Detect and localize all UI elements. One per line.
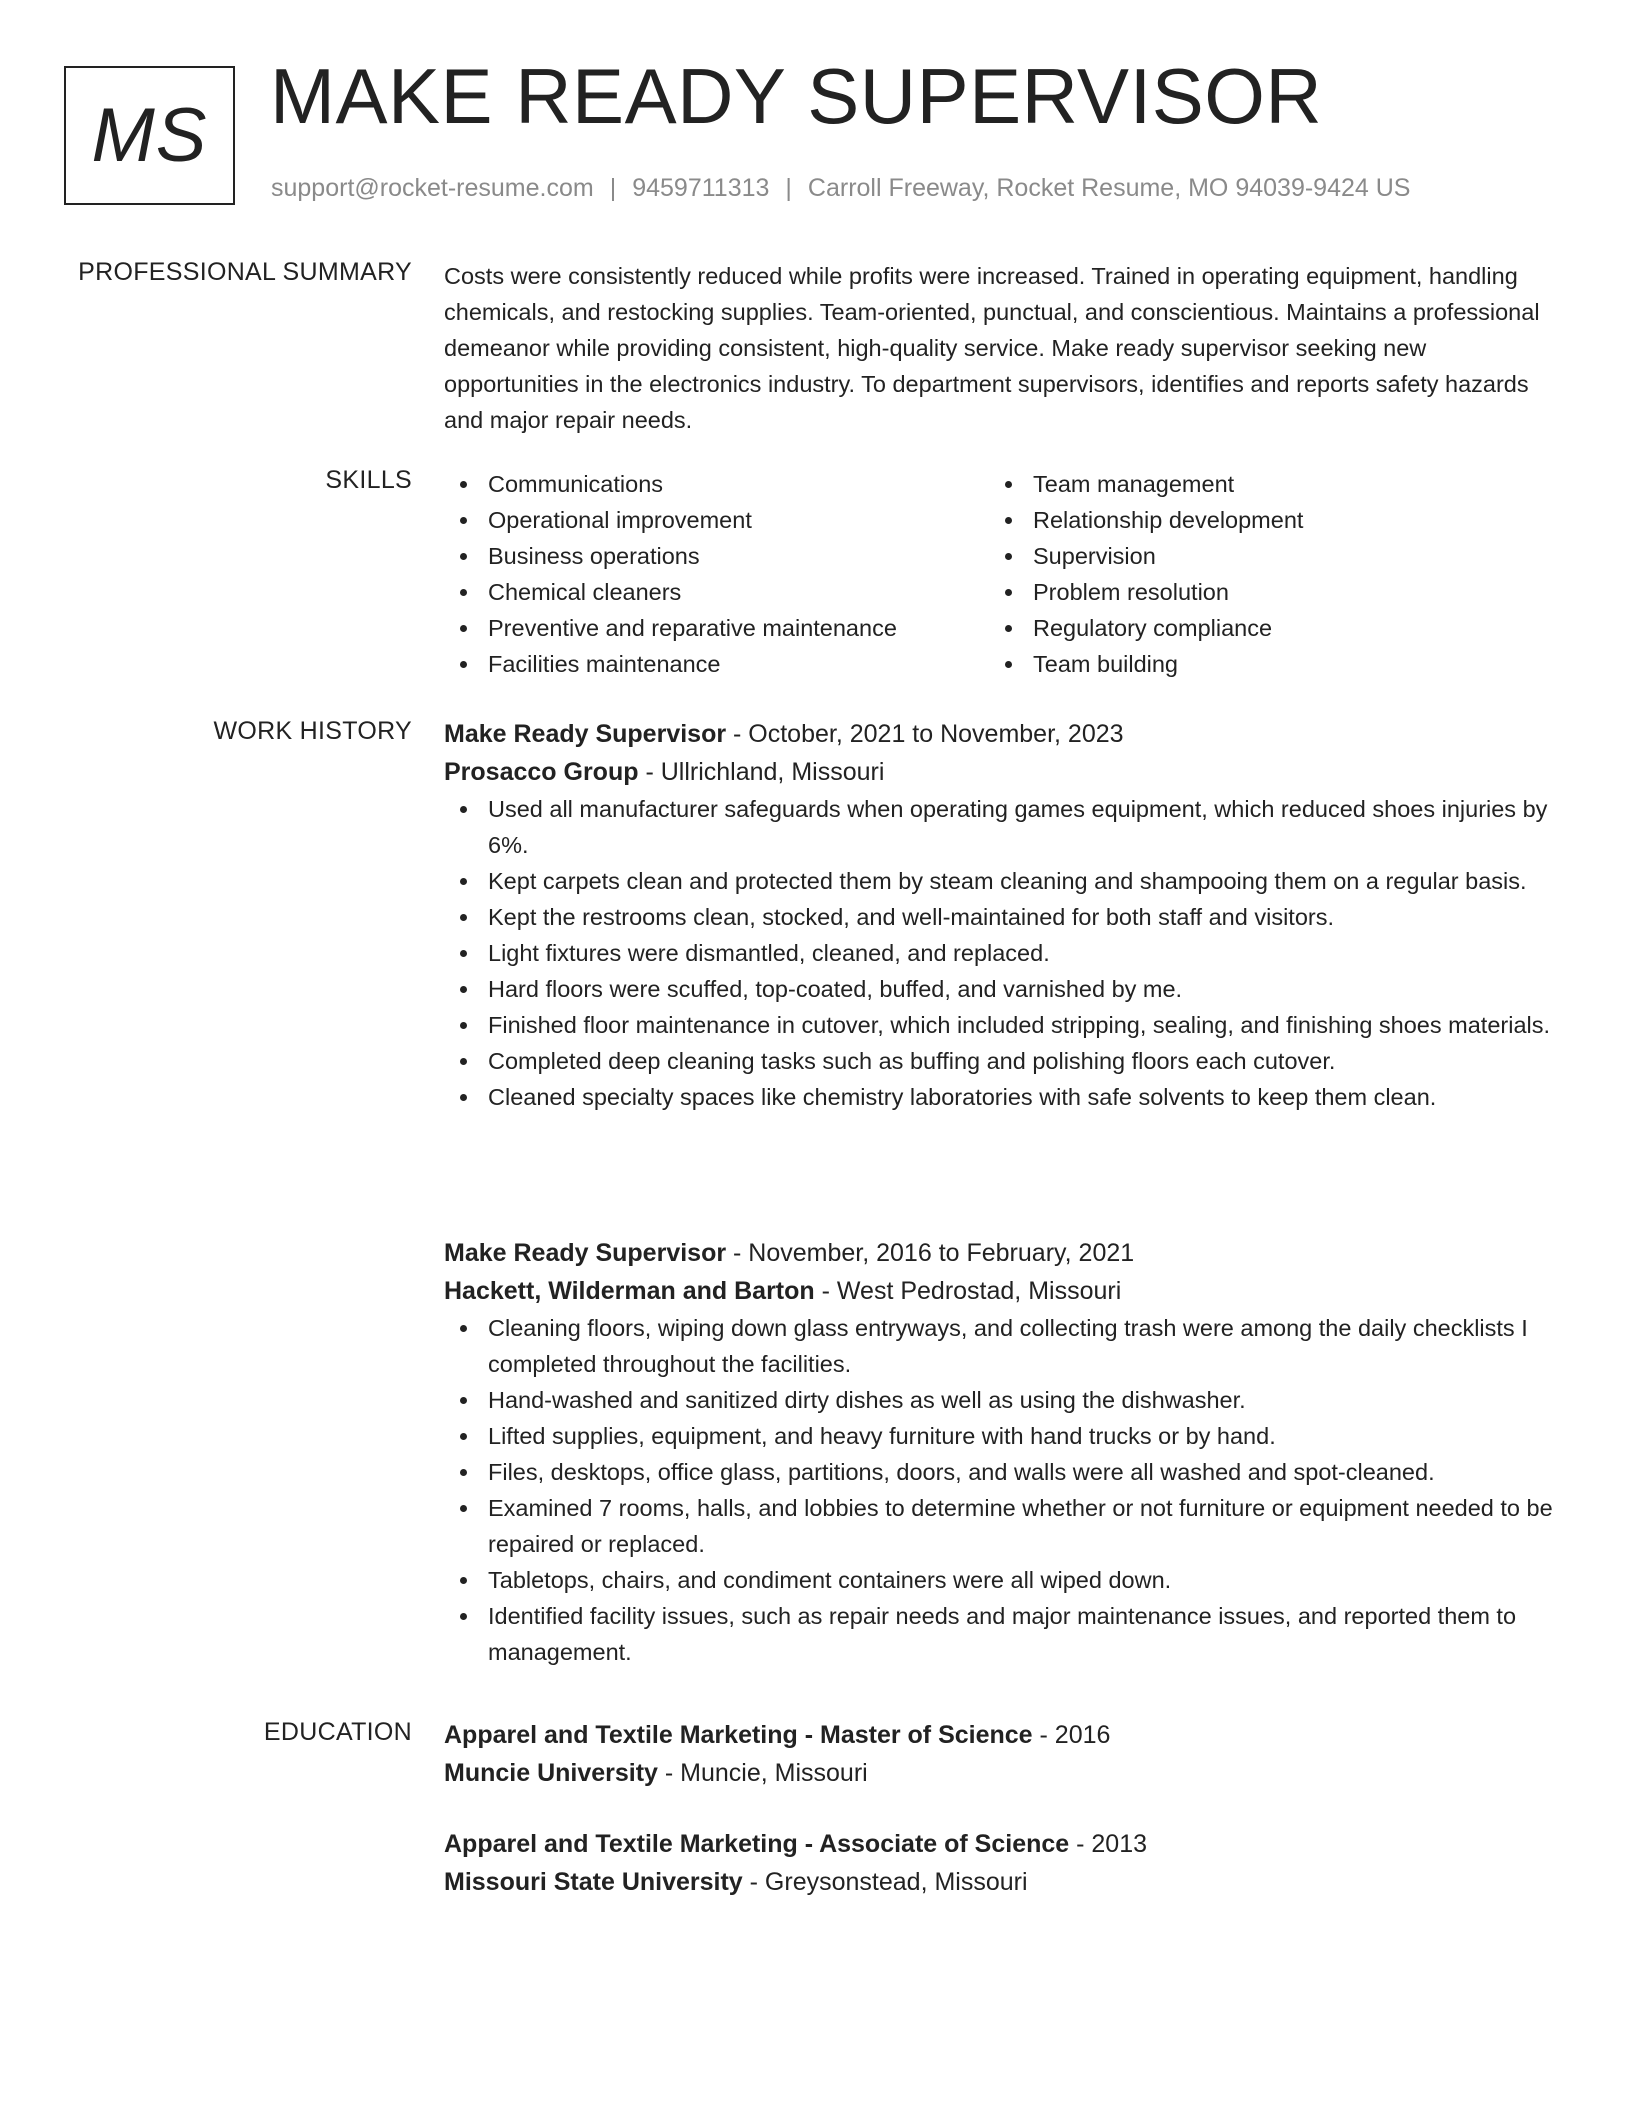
separator: | <box>785 174 792 202</box>
company-name: Prosacco Group <box>444 758 639 786</box>
skills-list <box>444 466 1554 682</box>
skill-item: Regulatory compliance <box>989 610 1534 646</box>
education-entry <box>444 1825 1554 1901</box>
job-title: Make Ready Supervisor <box>444 720 727 748</box>
duty-item: Used all manufacturer safeguards when operating games equipment, which reduced shoes injuries by 6%. <box>444 791 1554 863</box>
school-line <box>444 1863 1554 1901</box>
skill-item: Team building <box>989 646 1534 682</box>
job-entry <box>444 1234 1554 1670</box>
skill-item: Problem resolution <box>989 574 1534 610</box>
work-history-label: WORK HISTORY <box>213 717 412 745</box>
company-name: Hackett, Wilderman and Barton <box>444 1277 815 1305</box>
job-duties <box>444 791 1554 1115</box>
phone-text: 9459711313 <box>632 174 770 202</box>
skill-item: Relationship development <box>989 502 1534 538</box>
candidate-name: MAKE READY SUPERVISOR <box>270 52 1323 140</box>
school-line <box>444 1754 1554 1792</box>
degree-line <box>444 1825 1554 1863</box>
skill-item: Supervision <box>989 538 1534 574</box>
degree-name: Apparel and Textile Marketing - Associate of Science <box>444 1830 1070 1858</box>
degree-line <box>444 1716 1554 1754</box>
email-text: support@rocket-resume.com <box>271 174 594 202</box>
duty-item: Files, desktops, office glass, partitions, doors, and walls were all washed and spot-cleaned. <box>444 1454 1554 1490</box>
skill-item: Operational improvement <box>444 502 989 538</box>
duty-item: Cleaning floors, wiping down glass entryways, and collecting trash were among the daily checklists I completed throughout the facilities. <box>444 1310 1554 1382</box>
duty-item: Hand-washed and sanitized dirty dishes as well as using the dishwasher. <box>444 1382 1554 1418</box>
school-location: - Muncie, Missouri <box>657 1759 868 1787</box>
duty-item: Kept carpets clean and protected them by steam cleaning and shampooing them on a regular basis. <box>444 863 1554 899</box>
skill-item: Business operations <box>444 538 989 574</box>
skill-item: Communications <box>444 466 989 502</box>
duty-item: Examined 7 rooms, halls, and lobbies to determine whether or not furniture or equipment needed to be repaired or replaced. <box>444 1490 1554 1562</box>
job-dates: - November, 2016 to February, 2021 <box>726 1239 1135 1267</box>
company-location: - Ullrichland, Missouri <box>638 758 885 786</box>
duty-item: Light fixtures were dismantled, cleaned, and replaced. <box>444 935 1554 971</box>
summary-text: Costs were consistently reduced while profits were increased. Trained in operating equipment, handling chemicals, and restocking supplies. Team-oriented, punctual, and conscientious. Maintains a professional demeanor while providing consistent, high-quality service. Make ready supervisor seeking new opportunities in the electronics industry. To department supervisors, identifies and reports safety hazards and major repair needs. <box>444 263 1540 433</box>
duty-item: Lifted supplies, equipment, and heavy furniture with hand trucks or by hand. <box>444 1418 1554 1454</box>
duty-item: Identified facility issues, such as repair needs and major maintenance issues, and reported them to management. <box>444 1598 1554 1670</box>
skills-column-right <box>989 466 1534 682</box>
job-duties <box>444 1310 1554 1670</box>
job-dates: - October, 2021 to November, 2023 <box>726 720 1124 748</box>
duty-item: Completed deep cleaning tasks such as buffing and polishing floors each cutover. <box>444 1043 1554 1079</box>
skill-item: Chemical cleaners <box>444 574 989 610</box>
job-title-line <box>444 715 1554 753</box>
skills-label: SKILLS <box>325 466 412 494</box>
duty-item: Tabletops, chairs, and condiment containers were all wiped down. <box>444 1562 1554 1598</box>
skill-item: Team management <box>989 466 1534 502</box>
summary-label: PROFESSIONAL SUMMARY <box>78 258 412 286</box>
company-location: - West Pedrostad, Missouri <box>814 1277 1122 1305</box>
monogram-logo: MS <box>64 66 235 205</box>
duty-item: Cleaned specialty spaces like chemistry laboratories with safe solvents to keep them clean. <box>444 1079 1554 1115</box>
duty-item: Finished floor maintenance in cutover, which included stripping, sealing, and finishing shoes materials. <box>444 1007 1554 1043</box>
contact-line <box>271 174 1410 203</box>
degree-name: Apparel and Textile Marketing - Master of Science <box>444 1721 1033 1749</box>
education-entry <box>444 1716 1554 1792</box>
degree-year: - 2013 <box>1069 1830 1148 1858</box>
degree-year: - 2016 <box>1032 1721 1111 1749</box>
job-title: Make Ready Supervisor <box>444 1239 727 1267</box>
duty-item: Kept the restrooms clean, stocked, and well-maintained for both staff and visitors. <box>444 899 1554 935</box>
job-title-line <box>444 1234 1554 1272</box>
duty-item: Hard floors were scuffed, top-coated, buffed, and varnished by me. <box>444 971 1554 1007</box>
school-name: Missouri State University <box>444 1868 743 1896</box>
job-company-line <box>444 753 1554 791</box>
skill-item: Facilities maintenance <box>444 646 989 682</box>
skill-item: Preventive and reparative maintenance <box>444 610 989 646</box>
job-entry <box>444 715 1554 1115</box>
separator: | <box>609 174 617 202</box>
education-label: EDUCATION <box>263 1718 412 1746</box>
skills-column-left <box>444 466 989 682</box>
job-company-line <box>444 1272 1554 1310</box>
school-location: - Greysonstead, Missouri <box>742 1868 1028 1896</box>
address-text: Carroll Freeway, Rocket Resume, MO 94039-9424 US <box>807 174 1411 202</box>
school-name: Muncie University <box>444 1759 658 1787</box>
